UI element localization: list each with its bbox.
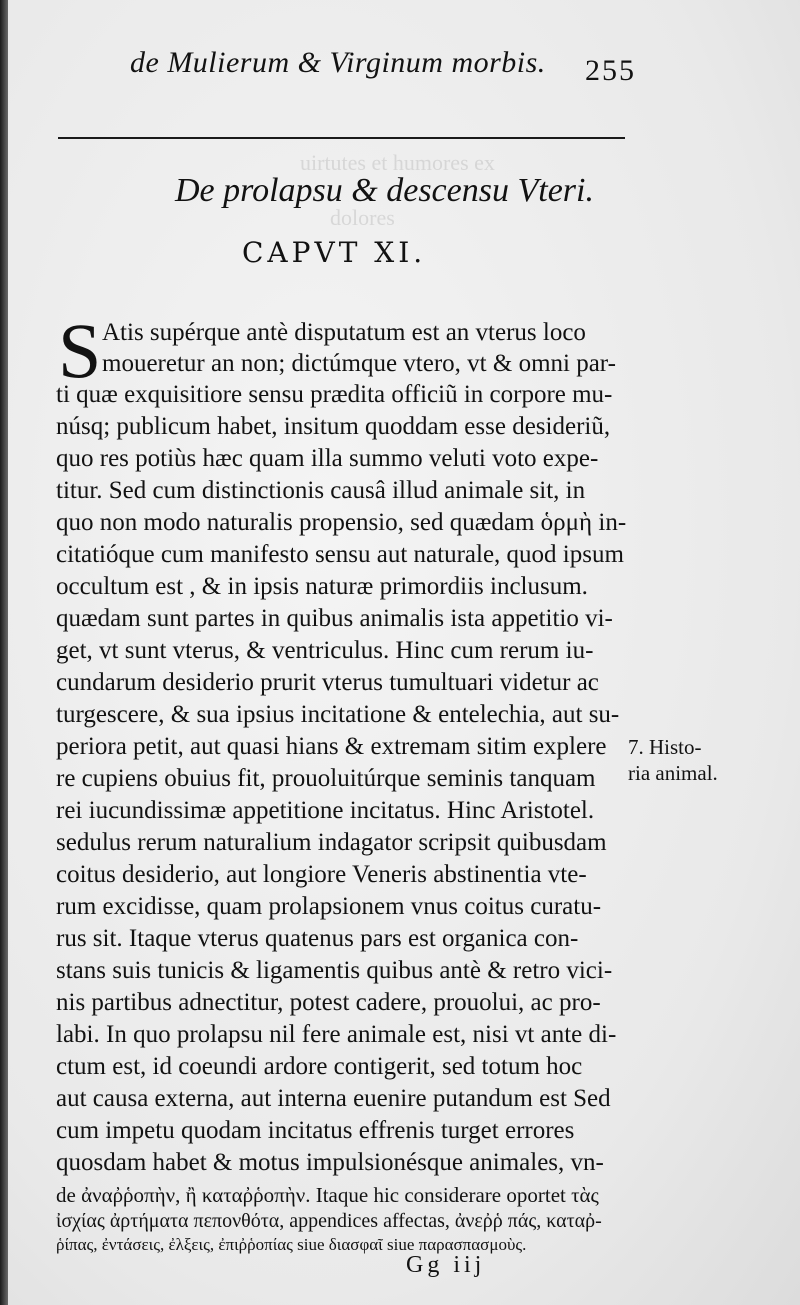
text-line: titur. Sed cum distinctionis causâ illud animale sit, in: [56, 477, 586, 504]
text-line: quosdam habet & motus impulsionésque animales, vn-: [56, 1149, 604, 1176]
text-line: rus sit. Itaque vterus quatenus pars est organica con-: [56, 925, 579, 952]
text-line: get, vt sunt vterus, & ventriculus. Hinc cum rerum iu-: [56, 637, 594, 664]
text-line: Atis supérque antè disputatum est an vterus loco: [102, 319, 586, 346]
text-line: quo res potiùs hæc quam illa summo veluti voto expe-: [56, 445, 599, 472]
text-line: núsq; publicum habet, insitum quoddam esse desideriũ,: [56, 413, 611, 440]
text-line: quædam sunt partes in quibus animalis ista appetitio vi-: [56, 605, 613, 632]
text-line: coitus desiderio, aut longiore Veneris abstinentia vte-: [56, 861, 587, 888]
text-line: rei iucundissimæ appetitione incitatus. Hinc Aristotel.: [56, 797, 595, 824]
text-line: aut causa externa, aut interna euenire putandum est Sed: [56, 1085, 611, 1112]
chapter-heading: CAPVT XI.: [242, 236, 427, 269]
margin-note-line: 7. Histo-: [628, 735, 702, 759]
text-line: occultum est , & in ipsis naturæ primordiis inclusum.: [56, 573, 588, 600]
text-line: stans suis tunicis & ligamentis quibus antè & retro vici-: [56, 957, 613, 984]
text-line: labi. In quo prolapsu nil fere animale est, nisi vt ante di-: [56, 1021, 617, 1048]
text-line: ti quæ exquisitiore sensu prædita officiũ in corpore mu-: [56, 381, 613, 408]
text-line: rum excidisse, quam prolapsionem vnus coitus curatu-: [56, 893, 602, 920]
text-line: sedulus rerum naturalium indagator scripsit quibusdam: [56, 829, 607, 856]
text-line: de ἀναῤῥοπὴν, ἢ καταῤῥοπὴν. Itaque hic considerare oportet τὰς: [56, 1183, 599, 1207]
margin-note-line: ria animal.: [628, 761, 718, 785]
text-line: citatióque cum manifesto sensu aut naturale, quod ipsum: [56, 541, 624, 568]
text-line: ῥίπας, ἐντάσεις, ἐλξεις, ἐπιῤῥοπίας siue διασφαῖ siue παρασπασμοὺς.: [56, 1235, 527, 1254]
signature-mark: Gg iij: [406, 1252, 486, 1278]
bleed-through-text: dolores: [330, 205, 395, 230]
text-line: ἰσχίας ἀρτήματα πεπονθότα, appendices affectas, ἀνεῤῥ πάς, καταῤ-: [56, 1210, 602, 1232]
section-title: De prolapsu & descensu Vteri.: [175, 172, 594, 209]
text-line: cum impetu quodam incitatus effrenis turget errores: [56, 1117, 575, 1144]
text-line: nis partibus adnectitur, potest cadere, prouolui, ac pro-: [56, 989, 601, 1016]
bleed-through-text: uirtutes et humores ex: [300, 150, 495, 175]
running-head: de Mulierum & Virginum morbis.: [130, 46, 546, 79]
text-line: re cupiens obuius fit, prouoluitúrque seminis tanquam: [56, 765, 596, 792]
page-number: 255: [585, 54, 636, 87]
text-line: moueretur an non; dictúmque vtero, vt & omni par-: [102, 350, 616, 377]
text-line: turgescere, & sua ipsius incitatione & entelechia, aut su-: [56, 701, 620, 728]
drop-cap-initial: S: [58, 307, 102, 394]
text-line: cundarum desiderio prurit vterus tumultuari videtur ac: [56, 669, 599, 696]
text-line: ctum est, id coeundi ardore contigerit, sed totum hoc: [56, 1053, 583, 1080]
text-line: periora petit, aut quasi hians & extremam sitim explere: [56, 733, 607, 760]
text-line: quo non modo naturalis propensio, sed quædam ὁρμὴ in-: [56, 509, 627, 536]
